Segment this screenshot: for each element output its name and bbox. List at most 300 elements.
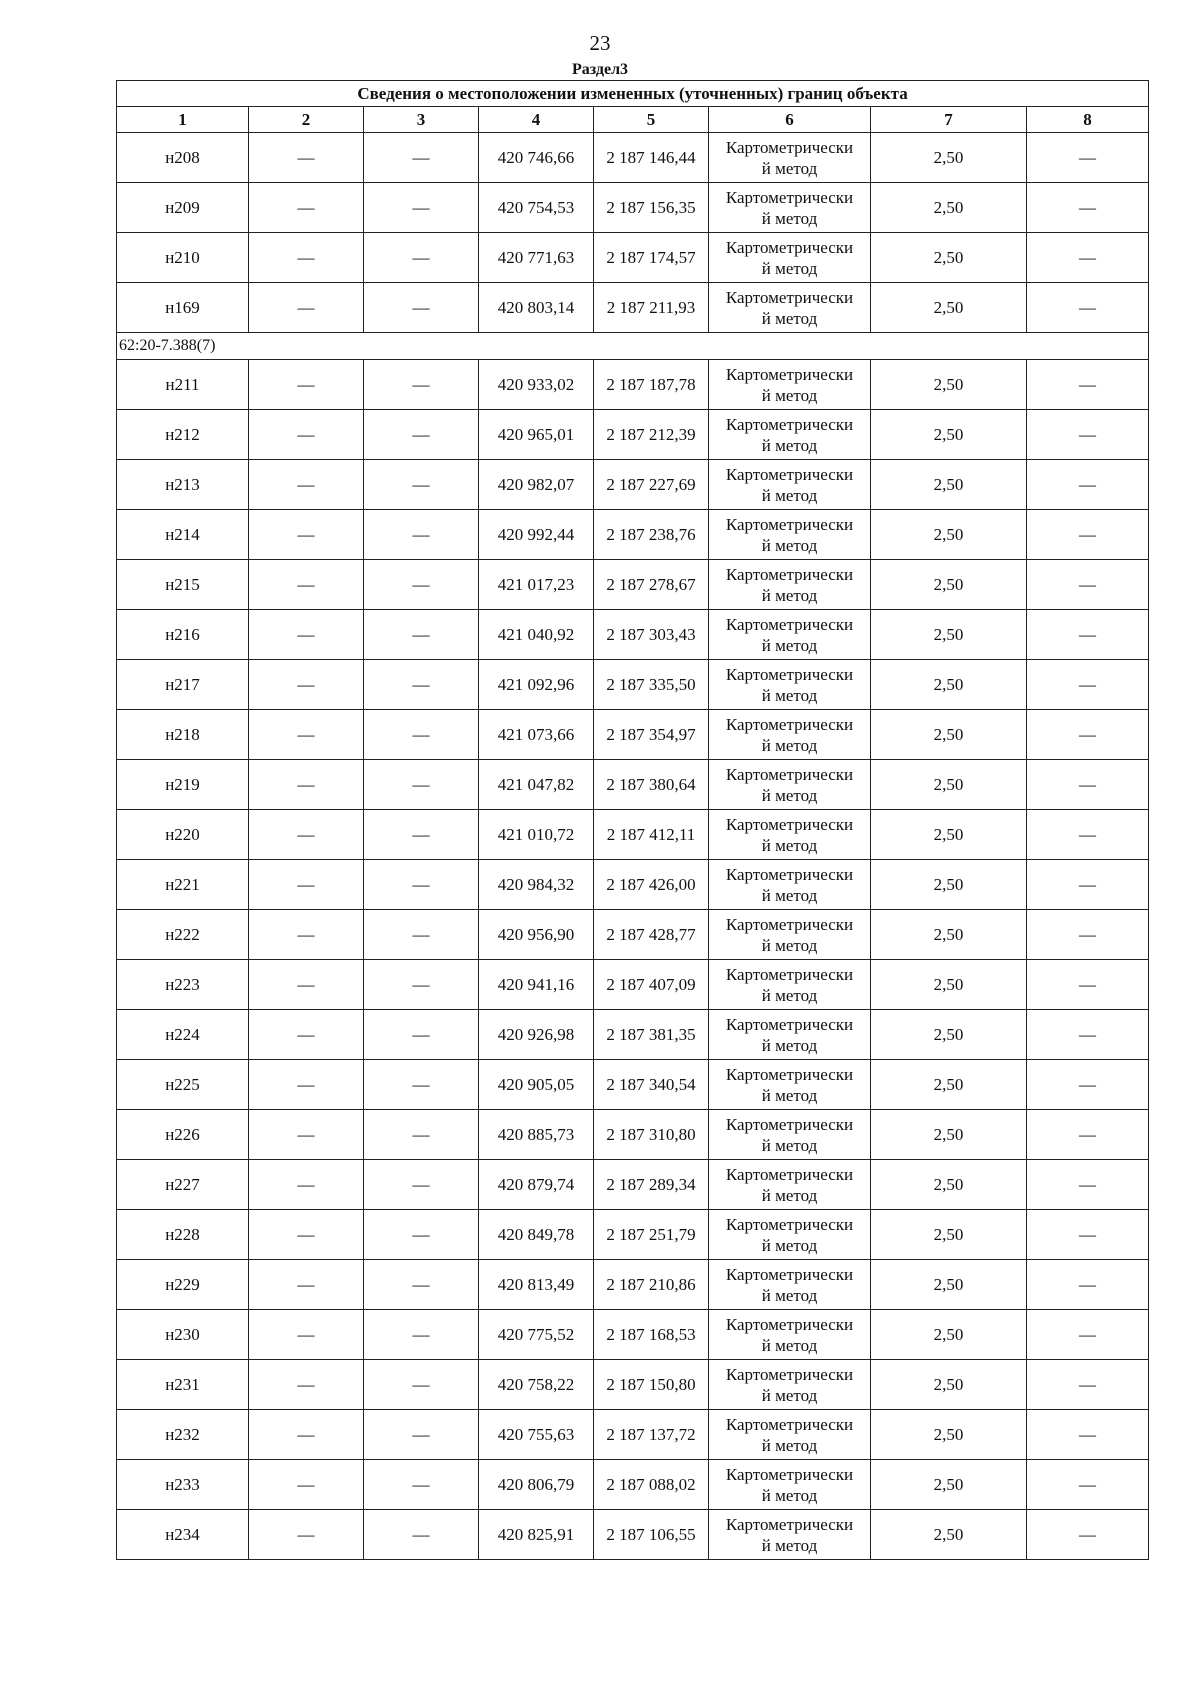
method-line-2: й метод <box>761 535 818 555</box>
dash-cell: — <box>1027 760 1149 810</box>
point-name-cell: н233 <box>117 1460 249 1510</box>
table-row <box>117 1160 1149 1210</box>
y-coordinate-cell: 2 187 168,53 <box>594 1310 709 1360</box>
table-row <box>117 760 1149 810</box>
point-name-cell: н224 <box>117 1010 249 1060</box>
page-number: 23 <box>589 31 611 55</box>
dash-cell: — <box>364 810 479 860</box>
accuracy-cell: 2,50 <box>871 1310 1027 1360</box>
method-cell <box>709 183 871 233</box>
y-coordinate-cell: 2 187 426,00 <box>594 860 709 910</box>
dash-cell: — <box>1027 1160 1149 1210</box>
dash-cell: — <box>364 910 479 960</box>
dash-cell: — <box>1027 133 1149 183</box>
table-row <box>117 1460 1149 1510</box>
accuracy-cell: 2,50 <box>871 1460 1027 1510</box>
point-name-cell: н215 <box>117 560 249 610</box>
method-cell <box>709 460 871 510</box>
method-line-2: й метод <box>761 208 818 228</box>
accuracy-cell: 2,50 <box>871 1210 1027 1260</box>
point-name-cell: н216 <box>117 610 249 660</box>
dash-cell: — <box>364 1110 479 1160</box>
table-row <box>117 1110 1149 1160</box>
method-line-2: й метод <box>761 308 818 328</box>
accuracy-cell: 2,50 <box>871 1110 1027 1160</box>
dash-cell: — <box>1027 410 1149 460</box>
dash-cell: — <box>249 183 364 233</box>
point-name-cell: н214 <box>117 510 249 560</box>
table-row <box>117 510 1149 560</box>
method-line-2: й метод <box>761 1285 818 1305</box>
method-line-1: Картометрически <box>725 1464 854 1484</box>
dash-cell: — <box>249 283 364 333</box>
y-coordinate-cell: 2 187 354,97 <box>594 710 709 760</box>
dash-cell: — <box>249 1510 364 1560</box>
accuracy-cell: 2,50 <box>871 1160 1027 1210</box>
y-coordinate-cell: 2 187 174,57 <box>594 233 709 283</box>
dash-cell: — <box>1027 283 1149 333</box>
column-header: 2 <box>249 107 364 133</box>
x-coordinate-cell: 420 984,32 <box>479 860 594 910</box>
group-row <box>117 333 1149 360</box>
method-line-2: й метод <box>761 985 818 1005</box>
method-line-2: й метод <box>761 158 818 178</box>
column-header: 8 <box>1027 107 1149 133</box>
dash-cell: — <box>249 460 364 510</box>
y-coordinate-cell: 2 187 150,80 <box>594 1360 709 1410</box>
method-cell <box>709 410 871 460</box>
method-cell <box>709 1260 871 1310</box>
table-row <box>117 710 1149 760</box>
point-name-cell: н218 <box>117 710 249 760</box>
method-cell <box>709 1110 871 1160</box>
method-cell <box>709 360 871 410</box>
method-cell <box>709 1310 871 1360</box>
accuracy-cell: 2,50 <box>871 1010 1027 1060</box>
accuracy-cell: 2,50 <box>871 1360 1027 1410</box>
point-name-cell: н225 <box>117 1060 249 1110</box>
x-coordinate-cell: 420 806,79 <box>479 1460 594 1510</box>
dash-cell: — <box>1027 710 1149 760</box>
dash-cell: — <box>364 183 479 233</box>
method-cell <box>709 1410 871 1460</box>
method-line-2: й метод <box>761 258 818 278</box>
point-name-cell: н231 <box>117 1360 249 1410</box>
dash-cell: — <box>1027 360 1149 410</box>
dash-cell: — <box>364 760 479 810</box>
method-line-1: Картометрически <box>725 514 854 534</box>
method-cell <box>709 133 871 183</box>
table-row <box>117 133 1149 183</box>
method-cell <box>709 860 871 910</box>
point-name-cell: н208 <box>117 133 249 183</box>
point-name-cell: н217 <box>117 660 249 710</box>
method-line-2: й метод <box>761 1185 818 1205</box>
method-cell <box>709 910 871 960</box>
column-header: 6 <box>709 107 871 133</box>
dash-cell: — <box>1027 1060 1149 1110</box>
dash-cell: — <box>1027 1210 1149 1260</box>
point-name-cell: н223 <box>117 960 249 1010</box>
dash-cell: — <box>364 960 479 1010</box>
dash-cell: — <box>249 860 364 910</box>
x-coordinate-cell: 420 849,78 <box>479 1210 594 1260</box>
dash-cell: — <box>249 1460 364 1510</box>
dash-cell: — <box>1027 810 1149 860</box>
accuracy-cell: 2,50 <box>871 1260 1027 1310</box>
accuracy-cell: 2,50 <box>871 760 1027 810</box>
table-row <box>117 860 1149 910</box>
method-line-1: Картометрически <box>725 814 854 834</box>
method-line-2: й метод <box>761 1485 818 1505</box>
x-coordinate-cell: 420 755,63 <box>479 1410 594 1460</box>
dash-cell: — <box>364 133 479 183</box>
method-line-2: й метод <box>761 1135 818 1155</box>
dash-cell: — <box>364 1410 479 1460</box>
table-row <box>117 233 1149 283</box>
column-header: 3 <box>364 107 479 133</box>
x-coordinate-cell: 420 825,91 <box>479 1510 594 1560</box>
x-coordinate-cell: 420 992,44 <box>479 510 594 560</box>
y-coordinate-cell: 2 187 289,34 <box>594 1160 709 1210</box>
x-coordinate-cell: 421 092,96 <box>479 660 594 710</box>
dash-cell: — <box>249 1310 364 1360</box>
table-row <box>117 960 1149 1010</box>
y-coordinate-cell: 2 187 227,69 <box>594 460 709 510</box>
table-row <box>117 810 1149 860</box>
dash-cell: — <box>249 1060 364 1110</box>
method-line-2: й метод <box>761 585 818 605</box>
dash-cell: — <box>364 1310 479 1360</box>
method-line-1: Картометрически <box>725 864 854 884</box>
point-name-cell: н234 <box>117 1510 249 1560</box>
method-line-1: Картометрически <box>725 1114 854 1134</box>
point-name-cell: н228 <box>117 1210 249 1260</box>
dash-cell: — <box>364 710 479 760</box>
point-name-cell: н212 <box>117 410 249 460</box>
accuracy-cell: 2,50 <box>871 283 1027 333</box>
method-cell <box>709 1460 871 1510</box>
method-line-1: Картометрически <box>725 1064 854 1084</box>
accuracy-cell: 2,50 <box>871 810 1027 860</box>
table-row <box>117 283 1149 333</box>
x-coordinate-cell: 420 813,49 <box>479 1260 594 1310</box>
table-row <box>117 1010 1149 1060</box>
method-line-1: Картометрически <box>725 137 854 157</box>
x-coordinate-cell: 420 758,22 <box>479 1360 594 1410</box>
dash-cell: — <box>1027 183 1149 233</box>
method-cell <box>709 560 871 610</box>
method-line-1: Картометрически <box>725 614 854 634</box>
method-cell <box>709 1210 871 1260</box>
dash-cell: — <box>1027 1110 1149 1160</box>
method-line-2: й метод <box>761 1335 818 1355</box>
accuracy-cell: 2,50 <box>871 360 1027 410</box>
accuracy-cell: 2,50 <box>871 560 1027 610</box>
table-row <box>117 1410 1149 1460</box>
accuracy-cell: 2,50 <box>871 1410 1027 1460</box>
y-coordinate-cell: 2 187 088,02 <box>594 1460 709 1510</box>
method-line-1: Картометрически <box>725 914 854 934</box>
x-coordinate-cell: 421 040,92 <box>479 610 594 660</box>
x-coordinate-cell: 420 926,98 <box>479 1010 594 1060</box>
dash-cell: — <box>1027 1460 1149 1510</box>
dash-cell: — <box>249 710 364 760</box>
x-coordinate-cell: 421 010,72 <box>479 810 594 860</box>
dash-cell: — <box>1027 1410 1149 1460</box>
y-coordinate-cell: 2 187 238,76 <box>594 510 709 560</box>
x-coordinate-cell: 421 073,66 <box>479 710 594 760</box>
dash-cell: — <box>249 610 364 660</box>
accuracy-cell: 2,50 <box>871 1510 1027 1560</box>
table-row <box>117 1360 1149 1410</box>
method-cell <box>709 283 871 333</box>
method-line-1: Картометрически <box>725 287 854 307</box>
x-coordinate-cell: 420 746,66 <box>479 133 594 183</box>
point-name-cell: н210 <box>117 233 249 283</box>
dash-cell: — <box>1027 560 1149 610</box>
dash-cell: — <box>364 660 479 710</box>
section-title: Раздел3 <box>571 61 629 78</box>
point-name-cell: н230 <box>117 1310 249 1360</box>
dash-cell: — <box>249 1160 364 1210</box>
x-coordinate-cell: 420 885,73 <box>479 1110 594 1160</box>
dash-cell: — <box>364 233 479 283</box>
accuracy-cell: 2,50 <box>871 133 1027 183</box>
y-coordinate-cell: 2 187 212,39 <box>594 410 709 460</box>
method-line-1: Картометрически <box>725 187 854 207</box>
column-header: 7 <box>871 107 1027 133</box>
method-cell <box>709 610 871 660</box>
y-coordinate-cell: 2 187 278,67 <box>594 560 709 610</box>
accuracy-cell: 2,50 <box>871 1060 1027 1110</box>
table-row <box>117 1510 1149 1560</box>
dash-cell: — <box>249 360 364 410</box>
method-cell <box>709 233 871 283</box>
point-name-cell: н220 <box>117 810 249 860</box>
y-coordinate-cell: 2 187 380,64 <box>594 760 709 810</box>
table-row <box>117 1310 1149 1360</box>
accuracy-cell: 2,50 <box>871 710 1027 760</box>
table-row <box>117 910 1149 960</box>
table-row <box>117 610 1149 660</box>
point-name-cell: н229 <box>117 1260 249 1310</box>
column-header: 4 <box>479 107 594 133</box>
method-line-2: й метод <box>761 1085 818 1105</box>
dash-cell: — <box>249 233 364 283</box>
y-coordinate-cell: 2 187 335,50 <box>594 660 709 710</box>
method-cell <box>709 1160 871 1210</box>
method-line-2: й метод <box>761 885 818 905</box>
method-line-2: й метод <box>761 635 818 655</box>
x-coordinate-cell: 421 047,82 <box>479 760 594 810</box>
method-cell <box>709 960 871 1010</box>
dash-cell: — <box>364 360 479 410</box>
method-line-1: Картометрически <box>725 1364 854 1384</box>
dash-cell: — <box>249 1260 364 1310</box>
dash-cell: — <box>364 410 479 460</box>
dash-cell: — <box>1027 860 1149 910</box>
method-cell <box>709 710 871 760</box>
table-row <box>117 560 1149 610</box>
method-line-1: Картометрически <box>725 1514 854 1534</box>
method-line-2: й метод <box>761 685 818 705</box>
method-line-1: Картометрически <box>725 1264 854 1284</box>
dash-cell: — <box>364 560 479 610</box>
method-cell <box>709 1510 871 1560</box>
dash-cell: — <box>364 1060 479 1110</box>
dash-cell: — <box>249 1360 364 1410</box>
method-line-2: й метод <box>761 935 818 955</box>
x-coordinate-cell: 420 982,07 <box>479 460 594 510</box>
method-line-1: Картометрически <box>725 1214 854 1234</box>
dash-cell: — <box>1027 510 1149 560</box>
method-line-2: й метод <box>761 385 818 405</box>
accuracy-cell: 2,50 <box>871 860 1027 910</box>
method-line-1: Картометрически <box>725 464 854 484</box>
dash-cell: — <box>249 133 364 183</box>
dash-cell: — <box>249 510 364 560</box>
method-line-1: Картометрически <box>725 564 854 584</box>
table-body <box>117 133 1149 1560</box>
dash-cell: — <box>364 510 479 560</box>
x-coordinate-cell: 420 941,16 <box>479 960 594 1010</box>
method-line-1: Картометрически <box>725 964 854 984</box>
coordinates-table <box>116 80 1149 1560</box>
dash-cell: — <box>249 1010 364 1060</box>
table-row <box>117 183 1149 233</box>
method-line-1: Картометрически <box>725 664 854 684</box>
method-line-1: Картометрически <box>725 1414 854 1434</box>
y-coordinate-cell: 2 187 146,44 <box>594 133 709 183</box>
method-line-2: й метод <box>761 835 818 855</box>
dash-cell: — <box>249 1110 364 1160</box>
point-name-cell: н222 <box>117 910 249 960</box>
method-cell <box>709 1060 871 1110</box>
method-line-2: й метод <box>761 435 818 455</box>
y-coordinate-cell: 2 187 303,43 <box>594 610 709 660</box>
point-name-cell: н221 <box>117 860 249 910</box>
table-row <box>117 660 1149 710</box>
x-coordinate-cell: 420 771,63 <box>479 233 594 283</box>
dash-cell: — <box>1027 910 1149 960</box>
method-line-1: Картометрически <box>725 1314 854 1334</box>
x-coordinate-cell: 420 754,53 <box>479 183 594 233</box>
accuracy-cell: 2,50 <box>871 233 1027 283</box>
dash-cell: — <box>364 1460 479 1510</box>
method-line-1: Картометрически <box>725 1164 854 1184</box>
method-line-1: Картометрически <box>725 1014 854 1034</box>
accuracy-cell: 2,50 <box>871 660 1027 710</box>
method-cell <box>709 510 871 560</box>
dash-cell: — <box>1027 660 1149 710</box>
point-name-cell: н232 <box>117 1410 249 1460</box>
method-line-2: й метод <box>761 485 818 505</box>
dash-cell: — <box>364 1010 479 1060</box>
table-row <box>117 1260 1149 1310</box>
dash-cell: — <box>364 283 479 333</box>
dash-cell: — <box>1027 460 1149 510</box>
y-coordinate-cell: 2 187 211,93 <box>594 283 709 333</box>
dash-cell: — <box>364 860 479 910</box>
method-cell <box>709 760 871 810</box>
table-row <box>117 460 1149 510</box>
method-line-1: Картометрически <box>725 364 854 384</box>
accuracy-cell: 2,50 <box>871 510 1027 560</box>
method-cell <box>709 810 871 860</box>
dash-cell: — <box>1027 1510 1149 1560</box>
dash-cell: — <box>364 1510 479 1560</box>
table-row <box>117 1210 1149 1260</box>
method-cell <box>709 1010 871 1060</box>
table-row <box>117 1060 1149 1110</box>
dash-cell: — <box>1027 1310 1149 1360</box>
dash-cell: — <box>249 410 364 460</box>
method-line-1: Картометрически <box>725 414 854 434</box>
method-line-2: й метод <box>761 735 818 755</box>
column-header: 1 <box>117 107 249 133</box>
accuracy-cell: 2,50 <box>871 960 1027 1010</box>
column-header-row <box>117 107 1149 133</box>
point-name-cell: н213 <box>117 460 249 510</box>
table-caption: Сведения о местоположении измененных (уточненных) границ объекта <box>117 81 1149 107</box>
table-row <box>117 410 1149 460</box>
method-line-1: Картометрически <box>725 237 854 257</box>
y-coordinate-cell: 2 187 137,72 <box>594 1410 709 1460</box>
x-coordinate-cell: 420 803,14 <box>479 283 594 333</box>
y-coordinate-cell: 2 187 428,77 <box>594 910 709 960</box>
y-coordinate-cell: 2 187 407,09 <box>594 960 709 1010</box>
method-cell <box>709 1360 871 1410</box>
x-coordinate-cell: 420 965,01 <box>479 410 594 460</box>
method-line-2: й метод <box>761 1535 818 1555</box>
point-name-cell: н211 <box>117 360 249 410</box>
method-line-2: й метод <box>761 785 818 805</box>
x-coordinate-cell: 420 775,52 <box>479 1310 594 1360</box>
dash-cell: — <box>249 560 364 610</box>
accuracy-cell: 2,50 <box>871 910 1027 960</box>
x-coordinate-cell: 420 956,90 <box>479 910 594 960</box>
point-name-cell: н219 <box>117 760 249 810</box>
dash-cell: — <box>1027 960 1149 1010</box>
dash-cell: — <box>364 610 479 660</box>
y-coordinate-cell: 2 187 106,55 <box>594 1510 709 1560</box>
x-coordinate-cell: 421 017,23 <box>479 560 594 610</box>
point-name-cell: н226 <box>117 1110 249 1160</box>
method-line-2: й метод <box>761 1235 818 1255</box>
x-coordinate-cell: 420 933,02 <box>479 360 594 410</box>
dash-cell: — <box>364 1210 479 1260</box>
method-line-1: Картометрически <box>725 714 854 734</box>
accuracy-cell: 2,50 <box>871 183 1027 233</box>
y-coordinate-cell: 2 187 310,80 <box>594 1110 709 1160</box>
column-header: 5 <box>594 107 709 133</box>
x-coordinate-cell: 420 905,05 <box>479 1060 594 1110</box>
dash-cell: — <box>364 1360 479 1410</box>
method-line-2: й метод <box>761 1385 818 1405</box>
method-line-2: й метод <box>761 1035 818 1055</box>
accuracy-cell: 2,50 <box>871 460 1027 510</box>
dash-cell: — <box>1027 233 1149 283</box>
method-line-2: й метод <box>761 1435 818 1455</box>
group-label: 62:20-7.388(7) <box>117 333 1149 360</box>
y-coordinate-cell: 2 187 412,11 <box>594 810 709 860</box>
dash-cell: — <box>249 1210 364 1260</box>
accuracy-cell: 2,50 <box>871 410 1027 460</box>
y-coordinate-cell: 2 187 156,35 <box>594 183 709 233</box>
y-coordinate-cell: 2 187 210,86 <box>594 1260 709 1310</box>
dash-cell: — <box>249 810 364 860</box>
